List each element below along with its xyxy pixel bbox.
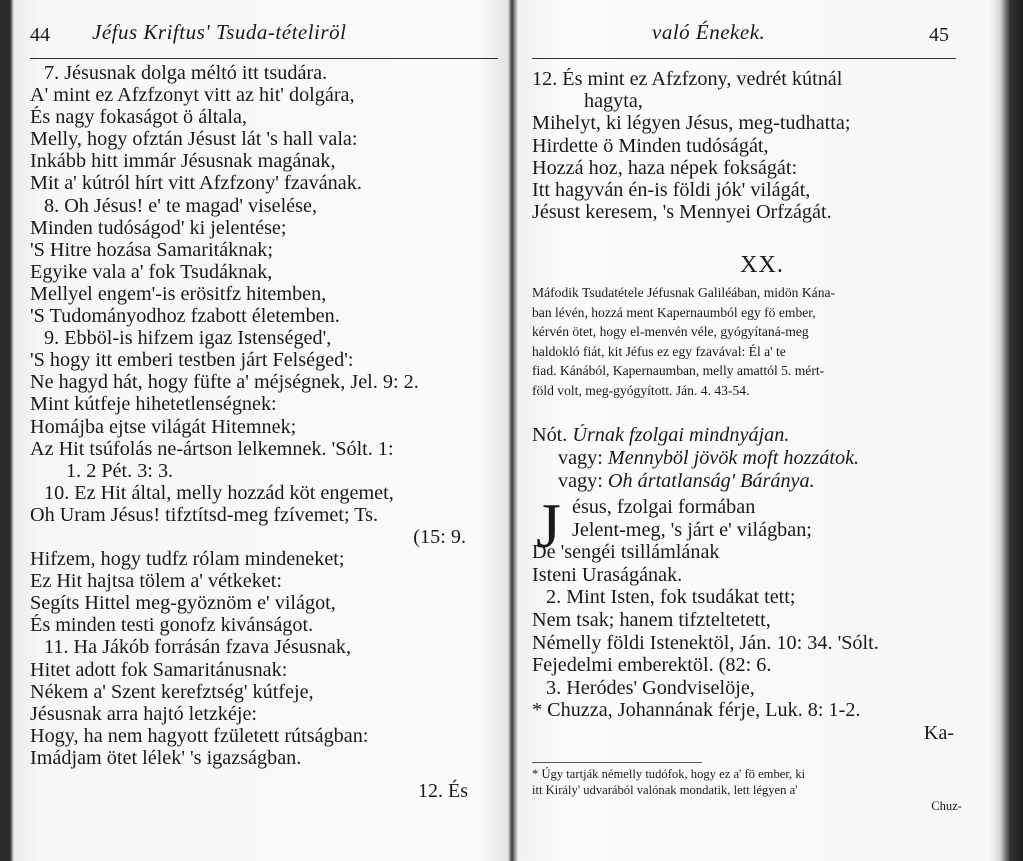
chapter-summary <box>532 283 992 401</box>
tune-alt-word: vagy: <box>558 470 603 492</box>
tune-indication <box>532 424 992 493</box>
tune-alt-title: Oh ártatlanság' Báránya. <box>607 470 815 492</box>
footnote-line: * Úgy tartják némelly tudófok, hogy ez a' fö ember, ki <box>532 767 806 781</box>
hymn-line: Jelent-meg, 's járt e' világban; <box>572 518 812 541</box>
verse-line: És minden testi gonofz kivánságot. <box>30 614 314 637</box>
verse-line: Ez Hit hajtsa tölem a' vétkeket: <box>30 570 282 593</box>
hymn-line: Isteni Uraságának. <box>532 563 683 586</box>
left-running-title: Jéfus Kriftus' Tsuda-tételiröl <box>92 20 347 44</box>
verse-line: Mit a' kútról hírt vitt Afzfzony' fzavának. <box>30 172 362 195</box>
verse-line: Jésust keresem, 's Mennyei Orfzágát. <box>532 201 832 224</box>
section-heading: XX. <box>740 252 784 278</box>
tune-alternative <box>532 447 992 470</box>
verse-line: 'S hogy itt emberi testben járt Felséged': <box>30 349 354 372</box>
hymn-lines <box>532 490 992 745</box>
right-running-head <box>532 18 992 58</box>
verse-line: Melly, hogy ofztán Jésust lát 's hall vala: <box>30 128 358 151</box>
footnote-line: Chuz- <box>931 799 962 813</box>
verse-line: Homájba ejtse világát Hitemnek; <box>30 415 297 438</box>
verse-line: Egyike vala a' fok Tsudáknak, <box>30 260 273 283</box>
verse-line: Imádjam ötet lélek' 's igazságban. <box>30 746 302 769</box>
hymn-line: Némelly földi Istenektöl, Ján. 10: 34. 'Sólt. <box>532 631 879 654</box>
hymn-block <box>532 490 992 776</box>
footnote <box>532 766 992 814</box>
verse-line: 12. És mint ez Afzfzony, vedrét kútnál <box>532 68 843 90</box>
summary-line: fiad. Kánából, Kapernaumban, melly amattól 5. mért- <box>532 363 825 379</box>
verse-line: Hozzá hoz, haza népek fokságát: <box>532 156 798 179</box>
hymn-line: 2. Mint Isten, fok tsudákat tett; <box>546 586 796 609</box>
verse-line: A' mint ez Afzfzonyt vitt az hit' dolgára, <box>30 84 355 107</box>
verse-line: Ne hagyd hát, hogy füfte a' méjségnek, Jel. 9: 2. <box>30 371 419 394</box>
tune-alternative <box>532 470 992 493</box>
verse-line: Az Hit tsúfolás ne-ártson lelkemnek. 'Sólt. 1: <box>30 437 394 460</box>
left-header-rule <box>30 58 498 59</box>
verse-line: 1. 2 Pét. 3: 3. <box>66 459 174 482</box>
verse-line: 7. Jésusnak dolga méltó itt tsudára. <box>44 62 328 84</box>
verse-line: Nékem a' Szent kerefztség' kútfeje, <box>30 680 314 703</box>
verse-line: 'S Hitre hozása Samaritáknak; <box>30 238 274 261</box>
hymn-line: Ka- <box>923 721 954 744</box>
verse-line: hagyta, <box>584 90 643 113</box>
left-page <box>30 0 504 861</box>
verse-line: Itt hagyván én-is földi jók' világát, <box>532 179 811 202</box>
tune-alt-title: Mennyböl jövök moft hozzátok. <box>607 447 860 469</box>
verse-line: Hifzem, hogy tudfz rólam mindeneket; <box>30 548 345 571</box>
summary-line: haldokló fiát, kit Jéfus ez egy fzavával: Él a' te <box>532 343 786 359</box>
left-catchword: 12. És <box>418 780 468 802</box>
verse-line: Hitet adott fok Samaritánusnak: <box>30 658 288 681</box>
verse-line: (15: 9. <box>413 525 466 548</box>
verse-line: Mihelyt, ki légyen Jésus, meg-tudhatta; <box>532 112 851 135</box>
hymn-line: Nem tsak; hanem tifzteltetett, <box>532 608 771 631</box>
left-page-number: 44 <box>30 24 50 46</box>
verse-line: 'S Tudományodhoz fzabott életemben. <box>30 305 340 328</box>
summary-line: ban lévén, hozzá ment Kapernaumból egy fö ember, <box>532 304 816 320</box>
right-header-rule <box>532 58 956 59</box>
verse-line: Mint kútfeje hihetetlenségnek: <box>30 393 277 416</box>
verse-line: Hogy, ha nem hagyott fzületett rútságban: <box>30 724 369 747</box>
verse-line: Hirdette ö Minden tudóságát, <box>532 134 769 157</box>
verse-line: 11. Ha Jákób forrásán fzava Jésusnak, <box>44 636 352 659</box>
hymn-line: * Chuzza, Johannának férje, Luk. 8: 1-2. <box>532 699 861 722</box>
verse-line: Minden tudóságod' ki jelentése; <box>30 216 287 239</box>
hymn-line: De 'sengéi tsillámlának <box>532 541 720 564</box>
verse-line: 10. Ez Hit által, melly hozzád köt engemet, <box>44 481 394 504</box>
hymn-line: 3. Heródes' Gondviselöje, <box>546 676 755 699</box>
tune-alt-word: vagy: <box>558 447 603 469</box>
verse-line: Mellyel engem'-is erösitfz hitemben, <box>30 282 327 305</box>
verse-line: Segíts Hittel meg-gyöznöm e' világot, <box>30 592 336 615</box>
verse-line: Inkább hitt immár Jésusnak magának, <box>30 150 336 173</box>
left-running-head <box>30 18 504 58</box>
summary-line: Máfodik Tsudatétele Jéfusnak Galiléában, midön Kána- <box>532 285 836 300</box>
verse-line: 8. Oh Jésus! e' te magad' viselése, <box>44 194 318 217</box>
footnote-rule <box>532 762 702 763</box>
tune-main-title: Úrnak fzolgai mindnyájan. <box>572 424 790 446</box>
summary-line: kérvén ötet, hogy el-menvén véle, gyógyítaná-meg <box>532 324 809 340</box>
right-page <box>532 0 992 861</box>
right-text-block <box>532 68 992 223</box>
verse-line: Oh Uram Jésus! tifztítsd-meg fzívemet; Ts. <box>30 503 379 526</box>
hymn-line: ésus, fzolgai formában <box>572 496 756 518</box>
verse-line: 9. Ebböl-is hifzem igaz Istenséged', <box>44 327 332 350</box>
right-running-title: való Énekek. <box>652 20 766 44</box>
verse-line: És nagy fokaságot ö általa, <box>30 106 247 129</box>
tune-label: Nót. <box>532 424 568 446</box>
hymn-line: Fejedelmi emberektöl. (82: 6. <box>532 654 772 677</box>
summary-line: föld volt, meg-gyógyított. Ján. 4. 43-54. <box>532 382 750 398</box>
tune-main-line <box>532 424 992 447</box>
left-text-block <box>30 62 504 769</box>
verse-line: Jésusnak arra hajtó letzkéje: <box>30 702 258 725</box>
footnote-line: itt Király' udvarából valónak mondatik, lett légyen a' <box>532 783 798 797</box>
drop-cap: J <box>536 490 561 561</box>
right-page-number: 45 <box>929 24 949 46</box>
